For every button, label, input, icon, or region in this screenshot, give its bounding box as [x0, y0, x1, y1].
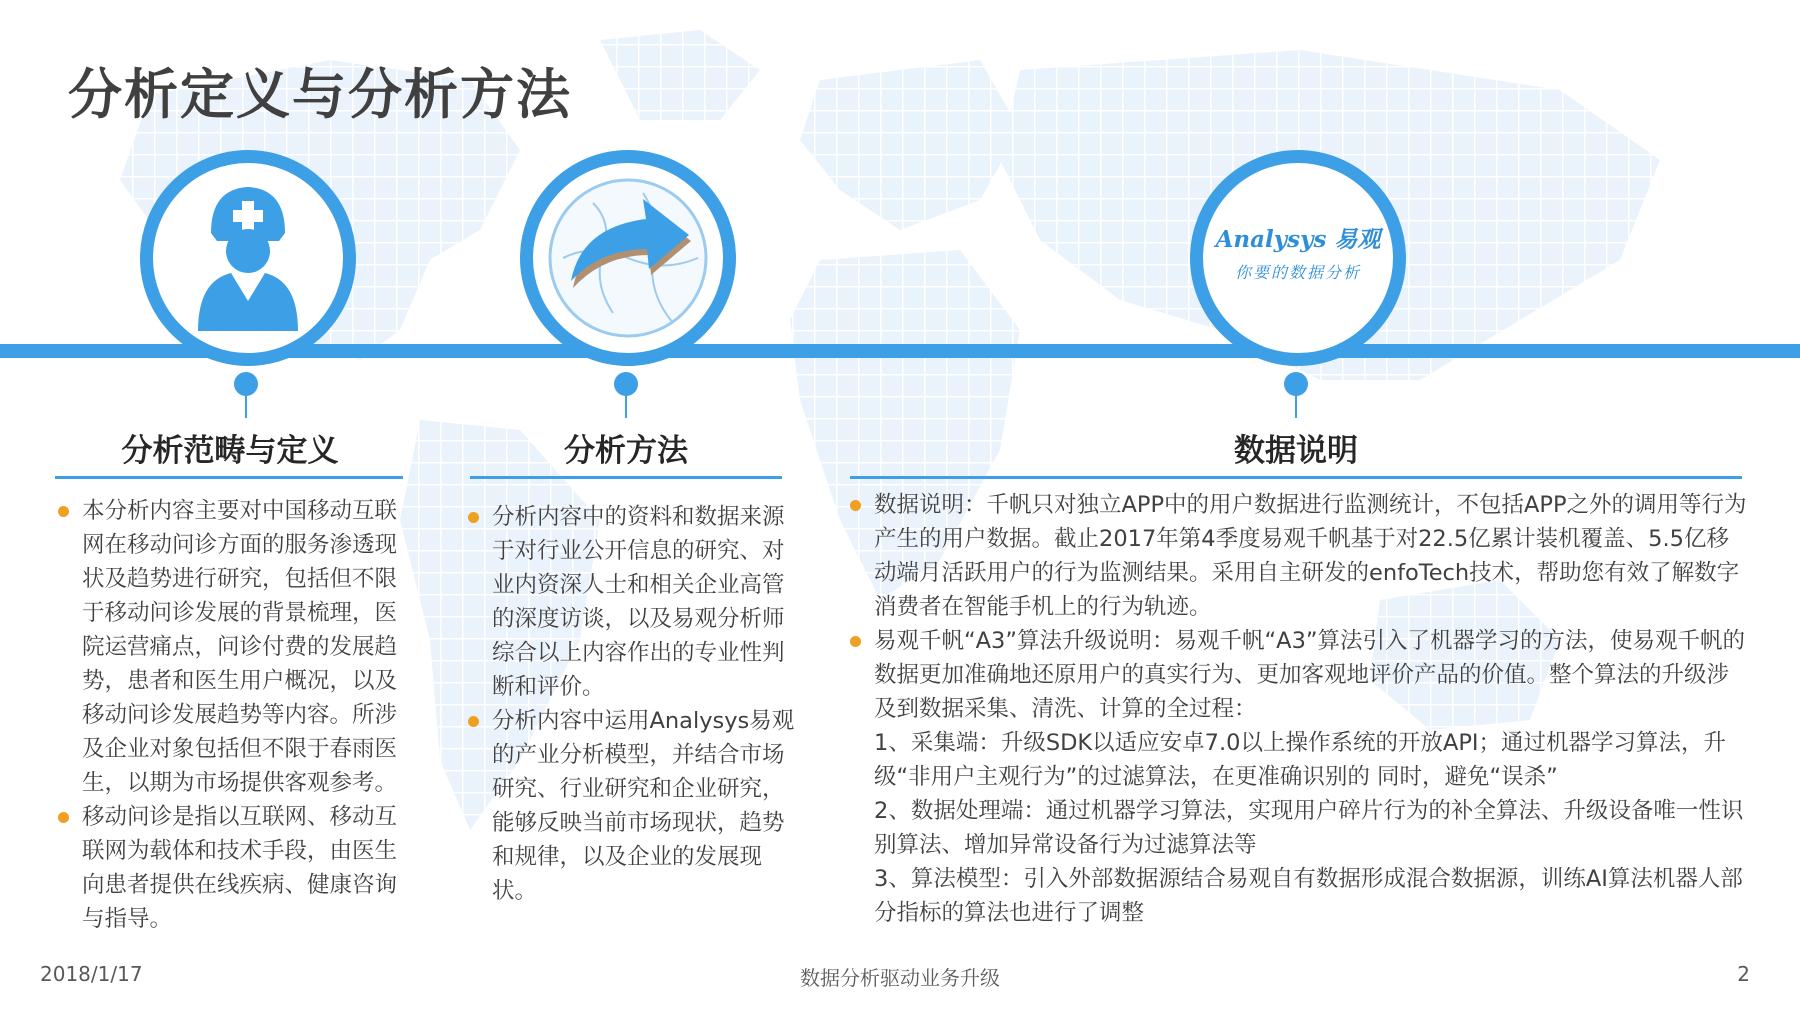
bullet-dot-icon — [58, 812, 69, 823]
logo-brand: Analysys 易观 — [1215, 226, 1381, 253]
section-rule-method — [470, 476, 782, 479]
bullet-dot-icon — [468, 716, 479, 727]
doctor-icon — [153, 163, 343, 353]
doctor-icon-circle — [140, 150, 356, 366]
bullet-text: 分析内容中运用Analysys易观的产业分析模型，并结合市场研究、行业研究和企业研究，能够反映当前市场现状，趋势和规律，以及企业的发展现状。 — [492, 708, 795, 904]
section-body-method — [466, 500, 796, 908]
section-body-scope — [56, 494, 408, 936]
section-heading-scope: 分析范畴与定义 — [121, 433, 339, 469]
list-item — [466, 500, 796, 704]
section-heading-method: 分析方法 — [564, 433, 688, 469]
list-item — [848, 624, 1748, 726]
footer-date: 2018/1/17 — [40, 962, 143, 986]
sub-item: 2、数据处理端：通过机器学习算法，实现用户碎片行为的补全算法、升级设备唯一性识别算法、增加异常设备行为过滤算法等 — [874, 798, 1744, 858]
list-item — [466, 704, 796, 908]
footer-center-text: 数据分析驱动业务升级 — [800, 966, 1000, 990]
analysys-logo-icon — [1203, 221, 1393, 283]
page-title: 分析定义与分析方法 — [68, 63, 572, 126]
section-rule-scope — [55, 476, 403, 479]
globe-icon-circle — [520, 150, 736, 366]
timeline-dot-3 — [1284, 372, 1308, 396]
footer-page-number: 2 — [1737, 962, 1750, 986]
section-heading-data: 数据说明 — [1234, 433, 1358, 469]
timeline-dot-2 — [614, 372, 638, 396]
list-item — [56, 800, 408, 936]
list-item — [56, 494, 408, 800]
logo-slogan: 你要的数据分析 — [1234, 263, 1361, 282]
sub-item: 1、采集端：升级SDK以适应安卓7.0以上操作系统的开放API；通过机器学习算法，升级“非用户主观行为”的过滤算法，在更准确识别的 同时，避免“误杀” — [874, 730, 1727, 790]
section-rule-data — [850, 476, 1742, 479]
bullet-dot-icon — [468, 512, 479, 523]
bullet-text: 分析内容中的资料和数据来源于对行业公开信息的研究、对业内资深人士和相关企业高管的深度访谈，以及易观分析师综合以上内容作出的专业性判断和评价。 — [492, 504, 785, 700]
bullet-text: 本分析内容主要对中国移动互联网在移动问诊方面的服务渗透现状及趋势进行研究，包括但不限于移动问诊发展的背景梳理，医院运营痛点，问诊付费的发展趋势，患者和医生用户概况，以及移动问诊发展趋势等内容。所涉及企业对象包括但不限于春雨医生，以期为市场提供客观参考。 — [82, 498, 398, 796]
bullet-dot-icon — [850, 636, 861, 647]
bullet-text: 易观千帆“A3”算法升级说明：易观千帆“A3”算法引入了机器学习的方法，使易观千帆的数据更加准确地还原用户的真实行为、更加客观地评价产品的价值。整个算法的升级涉及到数据采集、清洗、计算的全过程： — [874, 628, 1746, 722]
list-item — [848, 488, 1748, 624]
bullet-text: 数据说明：千帆只对独立APP中的用户数据进行监测统计，不包括APP之外的调用等行为产生的用户数据。截止2017年第4季度易观千帆基于对22.5亿累计装机覆盖、5.5亿移动端月活跃用户的行为监测结果。采用自主研发的enfoTech技术，帮助您有效了解数字消费者在智能手机上的行为轨迹。 — [874, 492, 1747, 620]
analysys-logo-circle — [1190, 150, 1406, 366]
bullet-dot-icon — [58, 506, 69, 517]
section-body-data — [848, 488, 1748, 930]
sub-item: 3、算法模型：引入外部数据源结合易观自有数据形成混合数据源，训练AI算法机器人部分指标的算法也进行了调整 — [874, 866, 1743, 926]
bullet-dot-icon — [850, 500, 861, 511]
globe-arrow-icon — [533, 163, 723, 353]
timeline-dot-1 — [234, 372, 258, 396]
bullet-text: 移动问诊是指以互联网、移动互联网为载体和技术手段，由医生向患者提供在线疾病、健康咨询与指导。 — [82, 804, 398, 932]
